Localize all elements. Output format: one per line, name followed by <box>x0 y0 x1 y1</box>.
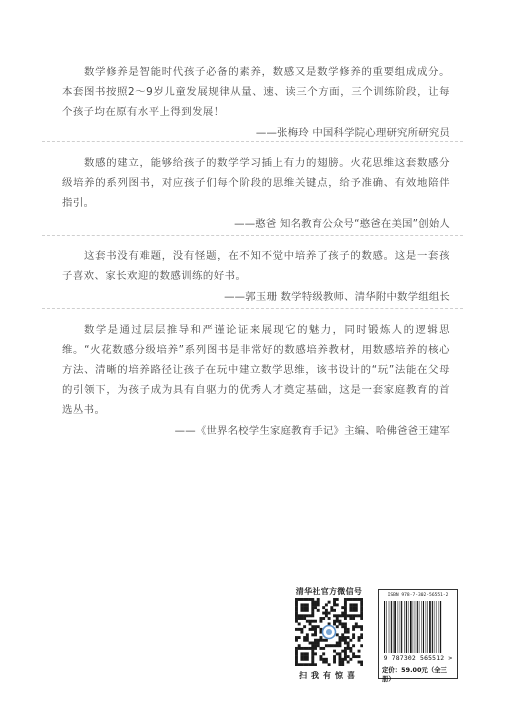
divider <box>42 235 463 236</box>
quote-4 <box>62 320 450 441</box>
quote-3 <box>62 246 450 307</box>
quote-text: 这套书没有难题，没有怪题，在不知不觉中培养了孩子的数感。这是一套孩子喜欢、家长欢迎的数感训练的好书。 <box>62 250 450 282</box>
quote-attribution: ——《世界名校学生家庭教育手记》主编、哈佛爸爸王建军 <box>174 425 450 437</box>
quote-2 <box>62 153 450 234</box>
quote-1 <box>62 62 450 143</box>
quote-text: 数学修养是智能时代孩子必备的素养，数感又是数学修养的重要组成成分。本套图书按照2～9岁儿童发展规律从量、速、读三个方面，三个训练阶段，让每个孩子均在原有水平上得到发展！ <box>62 66 450 118</box>
quote-attribution: ——憨爸 知名教育公众号“憨爸在美国”创始人 <box>234 218 450 230</box>
quote-text: 数感的建立，能够给孩子的数学学习插上有力的翅膀。火花思维这套数感分级培养的系列图书，对应孩子们每个阶段的思维关键点，给予准确、有效地陪伴指引。 <box>62 157 450 209</box>
quote-attribution: ——张梅玲 中国科学院心理研究所研究员 <box>255 127 450 139</box>
qr-caption: 扫我有惊喜 <box>299 671 359 680</box>
divider <box>42 308 463 309</box>
barcode-number: 9 787302 565512 > <box>383 654 453 662</box>
qr-title: 清华社官方微信号 <box>295 587 363 596</box>
barcode-label <box>378 589 458 683</box>
barcode-icon <box>383 601 453 653</box>
qr-code-icon[interactable] <box>295 598 363 666</box>
isbn-text: ISBN 978-7-302-56551-2 <box>387 593 449 598</box>
divider <box>42 141 463 142</box>
quote-text: 数学是通过层层推导和严谨论证来展现它的魅力，同时锻炼人的逻辑思维。“火花数感分级培养”系列图书是非常好的数感培养教材，用数感培养的核心方法、清晰的培养路径让孩子在玩中建立数学思维，该书设计的“玩”法能在父母的引领下，为孩子成为具有自驱力的优秀人才奠定基础，这是一套家庭教育的首选丛书。 <box>62 324 450 416</box>
quote-attribution: ——郭玉珊 数学特级教师、清华附中数学组组长 <box>224 291 450 303</box>
price: 定价：59.00元（全三册） <box>382 666 447 683</box>
